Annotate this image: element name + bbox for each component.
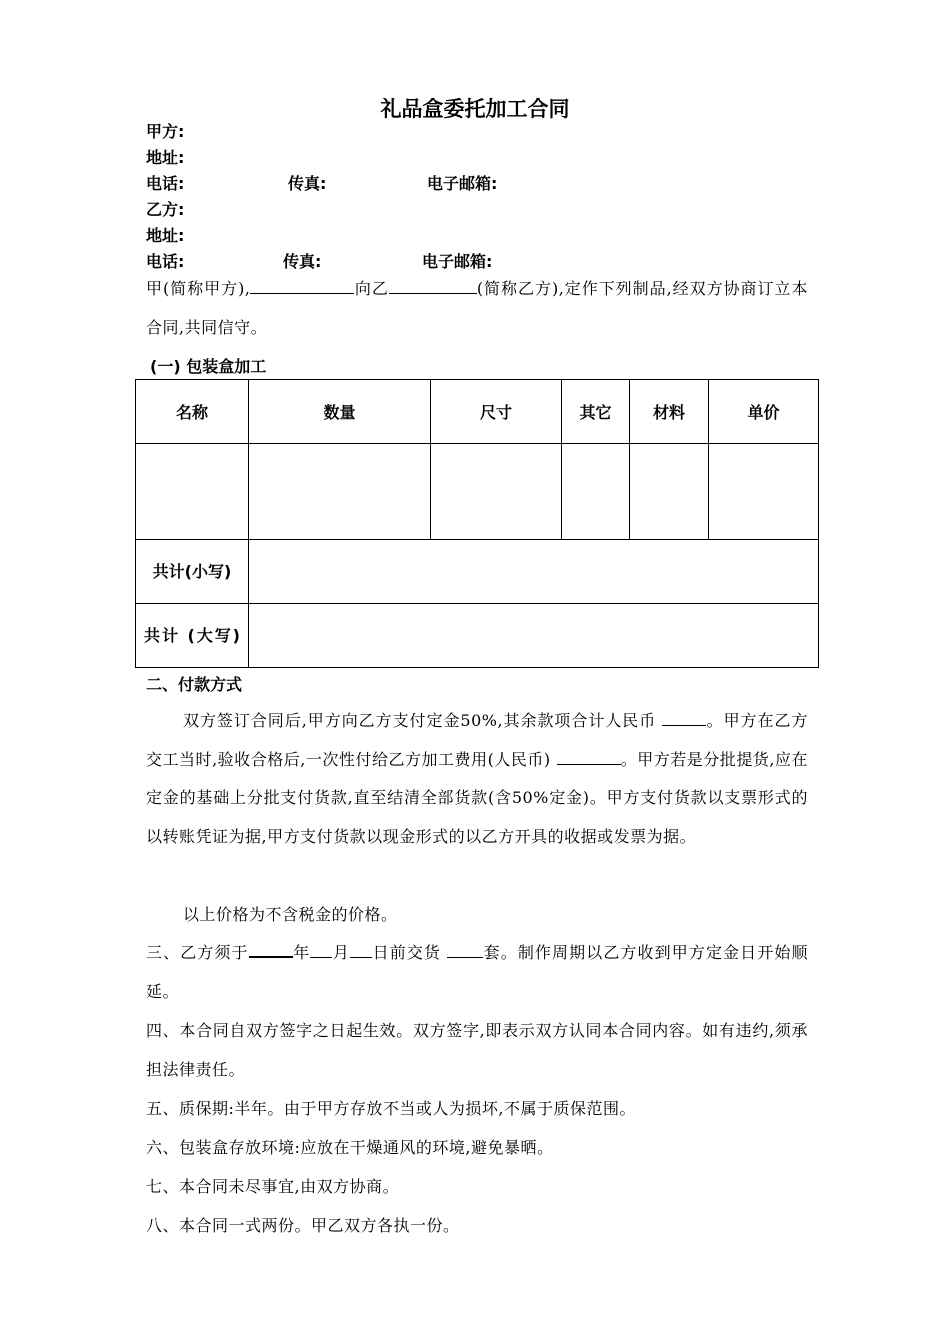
total-upper-label: 共计 (大写) bbox=[136, 604, 249, 668]
clause-5: 五、质保期:半年。由于甲方存放不当或人为损坏,不属于质保范围。 bbox=[146, 1099, 636, 1118]
table-cell[interactable] bbox=[562, 444, 630, 540]
table-header-row bbox=[136, 380, 819, 444]
total-lower-value[interactable] bbox=[249, 540, 819, 604]
intro-part1: 甲(简称甲方), bbox=[146, 279, 251, 298]
page-title: 礼品盒委托加工合同 bbox=[380, 97, 570, 121]
header-cell-other: 其它 bbox=[562, 380, 630, 444]
packaging-table bbox=[135, 379, 819, 668]
intro-paragraph bbox=[146, 270, 808, 347]
clause3-e: 套。制作周期以乙方收到甲方定金日开始顺延。 bbox=[146, 943, 808, 1001]
clause-4: 四、本合同自双方签字之日起生效。双方签字,即表示双方认同本合同内容。如有违约,须承担法律责任。 bbox=[146, 1021, 808, 1079]
total-upper-row bbox=[136, 604, 819, 668]
table-row bbox=[136, 444, 819, 540]
party-a-email-label: 电子邮箱: bbox=[427, 174, 498, 193]
header-cell-material: 材料 bbox=[630, 380, 709, 444]
clause3-a: 三、乙方须于 bbox=[146, 943, 249, 962]
clause-3 bbox=[146, 934, 808, 1011]
intro-blank-2 bbox=[389, 279, 477, 294]
clause3-c: 月 bbox=[332, 943, 351, 962]
total-lower-row bbox=[136, 540, 819, 604]
clause3-b: 年 bbox=[292, 943, 311, 962]
payment-text-c: 。甲方若是分批提货,应在定金的基础上分批支付货款,直至结清全部货款(含50%定金)。甲方支付货款以支票形式的以转账凭证为据,甲方支付货款以现金形式的以乙方开具的收据或发票为据。 bbox=[146, 749, 808, 846]
party-a-contact-row bbox=[146, 172, 546, 196]
party-b-phone-label: 电话: bbox=[146, 252, 185, 271]
party-b-email-label: 电子邮箱: bbox=[422, 252, 493, 271]
header-cell-name: 名称 bbox=[136, 380, 249, 444]
party-a-phone-label: 电话: bbox=[146, 174, 185, 193]
clause-7: 七、本合同未尽事宜,由双方协商。 bbox=[146, 1177, 400, 1196]
payment-text-a: 双方签订合同后,甲方向乙方支付定金50%,其余款项合计人民币 bbox=[183, 711, 657, 730]
clause-8: 八、本合同一式两份。甲乙双方各执一份。 bbox=[146, 1216, 460, 1235]
intro-blank-1 bbox=[250, 279, 354, 294]
header-cell-quantity: 数量 bbox=[249, 380, 431, 444]
section2-title: 二、付款方式 bbox=[146, 675, 243, 694]
table-cell[interactable] bbox=[431, 444, 562, 540]
header-cell-size: 尺寸 bbox=[431, 380, 562, 444]
party-a-address-label: 地址: bbox=[146, 148, 185, 167]
payment-text-b: 。甲方在乙方交工当时,验收合格后,一次性付给乙方加工费用(人民币) bbox=[146, 711, 808, 769]
table-cell[interactable] bbox=[630, 444, 709, 540]
total-upper-value[interactable] bbox=[249, 604, 819, 668]
price-note: 以上价格为不含税金的价格。 bbox=[183, 905, 398, 924]
section1-title: (一) 包装盒加工 bbox=[150, 357, 267, 376]
table-cell[interactable] bbox=[136, 444, 249, 540]
party-b-fax-label: 传真: bbox=[283, 252, 322, 271]
payment-paragraph bbox=[146, 702, 808, 856]
party-b-label: 乙方: bbox=[146, 200, 185, 219]
clause3-blank-day bbox=[350, 943, 372, 958]
intro-part2: 向乙 bbox=[354, 279, 389, 298]
payment-blank-total bbox=[662, 711, 706, 726]
table-cell[interactable] bbox=[249, 444, 431, 540]
table-cell[interactable] bbox=[709, 444, 819, 540]
clause-6: 六、包装盒存放环境:应放在干燥通风的环境,避免暴晒。 bbox=[146, 1138, 554, 1157]
clause3-blank-sets bbox=[447, 943, 483, 958]
total-lower-label: 共计(小写) bbox=[136, 540, 249, 604]
party-a-fax-label: 传真: bbox=[288, 174, 327, 193]
party-a-label: 甲方: bbox=[146, 122, 185, 141]
header-cell-unit-price: 单价 bbox=[709, 380, 819, 444]
party-b-address-label: 地址: bbox=[146, 226, 185, 245]
clause3-blank-year bbox=[249, 942, 293, 958]
payment-blank-fee bbox=[557, 750, 621, 765]
clause3-d: 日前交货 bbox=[372, 943, 442, 962]
clause3-blank-month bbox=[310, 943, 332, 958]
intro-part3: (简称乙方),定作下列制品,经双方协商订立本合同,共同信守。 bbox=[146, 279, 808, 337]
